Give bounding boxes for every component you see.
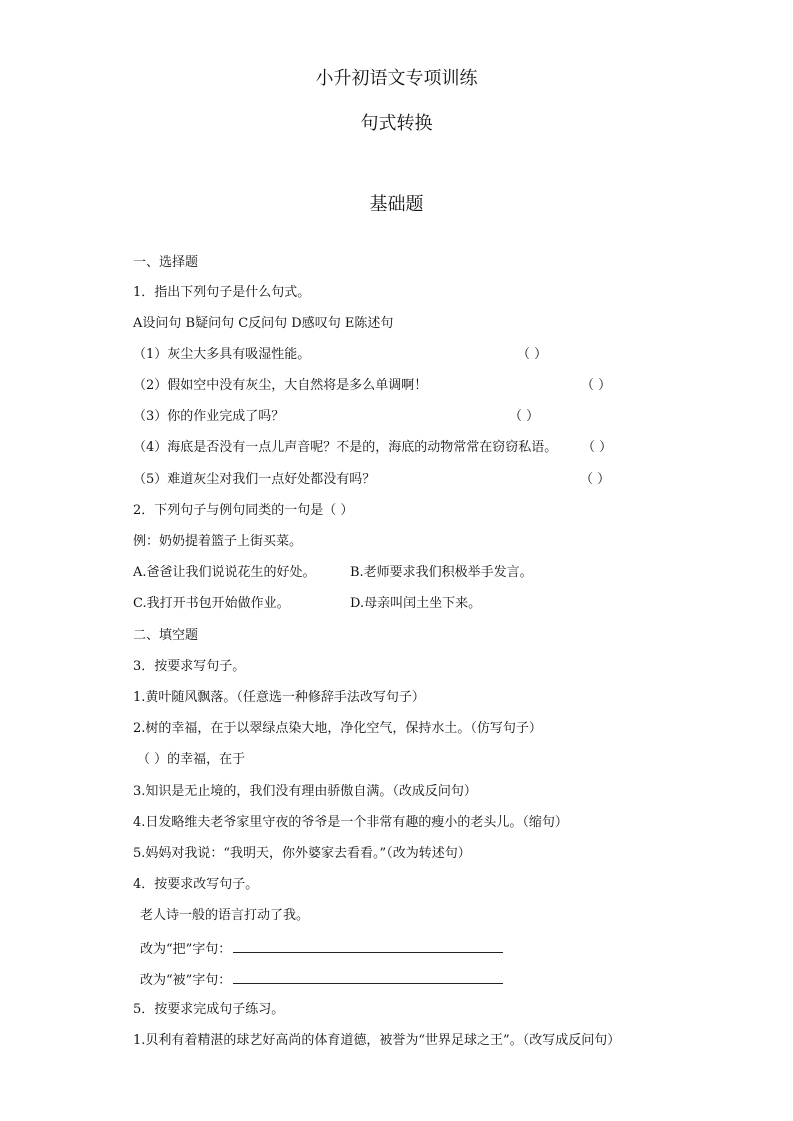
q1-item-3: （3）你的作业完成了吗？ [133, 409, 285, 424]
q1-item-4-blank[interactable]: （ ） [582, 440, 613, 455]
part1-heading: 一、选择题 [133, 255, 199, 270]
q3-item-2-imitation: （ ）的幸福，在于 [137, 752, 246, 767]
q3-stem: 3．按要求写句子。 [133, 659, 246, 674]
q1-item-2-blank[interactable]: （ ） [581, 378, 612, 393]
q2-option-a: A.爸爸让我们说说花生的好处。 [133, 565, 316, 580]
q1-item-5-blank[interactable]: （ ） [580, 472, 611, 487]
q3-item-1: 1.黄叶随风飘落。（任意选一种修辞手法改写句子） [133, 690, 425, 705]
q1-item-4: （4）海底是否没有一点儿声音呢？不是的，海底的动物常常在窃窃私语。 [133, 440, 558, 455]
q2-example: 例：奶奶提着篮子上街买菜。 [133, 534, 303, 549]
q3-item-5: 5.妈妈对我说：“我明天，你外婆家去看看。”（改为转述句） [133, 846, 471, 861]
part2-heading: 二、填空题 [133, 628, 199, 643]
q1-item-2: （2）假如空中没有灰尘，大自然将是多么单调啊！ [133, 378, 428, 393]
q1-item-5: （5）难道灰尘对我们一点好处都没有吗？ [133, 472, 376, 487]
q4-ba-row [140, 940, 503, 958]
section-heading: 基础题 [369, 194, 424, 215]
q3-item-4: 4.日发略维夫老爷家里守夜的爷爷是一个非常有趣的瘦小的老头儿。（缩句） [133, 815, 568, 830]
q2-stem: 2．下列句子与例句同类的一句是（ ） [133, 503, 354, 518]
q3-item-3: 3.知识是无止境的，我们没有理由骄傲自满。（改成反问句） [133, 784, 477, 799]
q1-item-1-blank[interactable]: （ ） [517, 347, 548, 362]
q4-ba-label: 改为“把”字句： [140, 942, 232, 957]
q4-bei-row [140, 971, 503, 989]
q5-item-1: 1.贝利有着精湛的球艺好高尚的体育道德，被誉为“世界足球之王”。（改写成反问句） [133, 1033, 621, 1048]
q4-ba-answer-line[interactable] [233, 940, 503, 953]
document-title: 小升初语文专项训练 [315, 68, 478, 89]
q4-bei-label: 改为“被”字句： [140, 973, 232, 988]
q1-stem: 1．指出下列句子是什么句式。 [133, 285, 311, 300]
q4-bei-answer-line[interactable] [233, 971, 503, 984]
q1-options: A设问句 B疑问句 C反问句 D感叹句 E陈述句 [133, 316, 394, 331]
q5-stem: 5．按要求完成句子练习。 [133, 1002, 285, 1017]
q2-option-c: C.我打开书包开始做作业。 [133, 596, 290, 611]
document-subtitle: 句式转换 [360, 113, 433, 134]
q2-option-b: B.老师要求我们积极举手发言。 [350, 565, 533, 580]
q4-stem: 4．按要求改写句子。 [133, 877, 259, 892]
q2-option-d: D.母亲叫闰土坐下来。 [350, 596, 482, 611]
q1-item-1: （1）灰尘大多具有吸湿性能。 [133, 347, 311, 362]
q4-sentence: 老人诗一般的语言打动了我。 [140, 908, 310, 923]
q3-item-2: 2.树的幸福，在于以翠绿点染大地，净化空气，保持水土。（仿写句子） [133, 721, 542, 736]
q1-item-3-blank[interactable]: （ ） [509, 409, 540, 424]
